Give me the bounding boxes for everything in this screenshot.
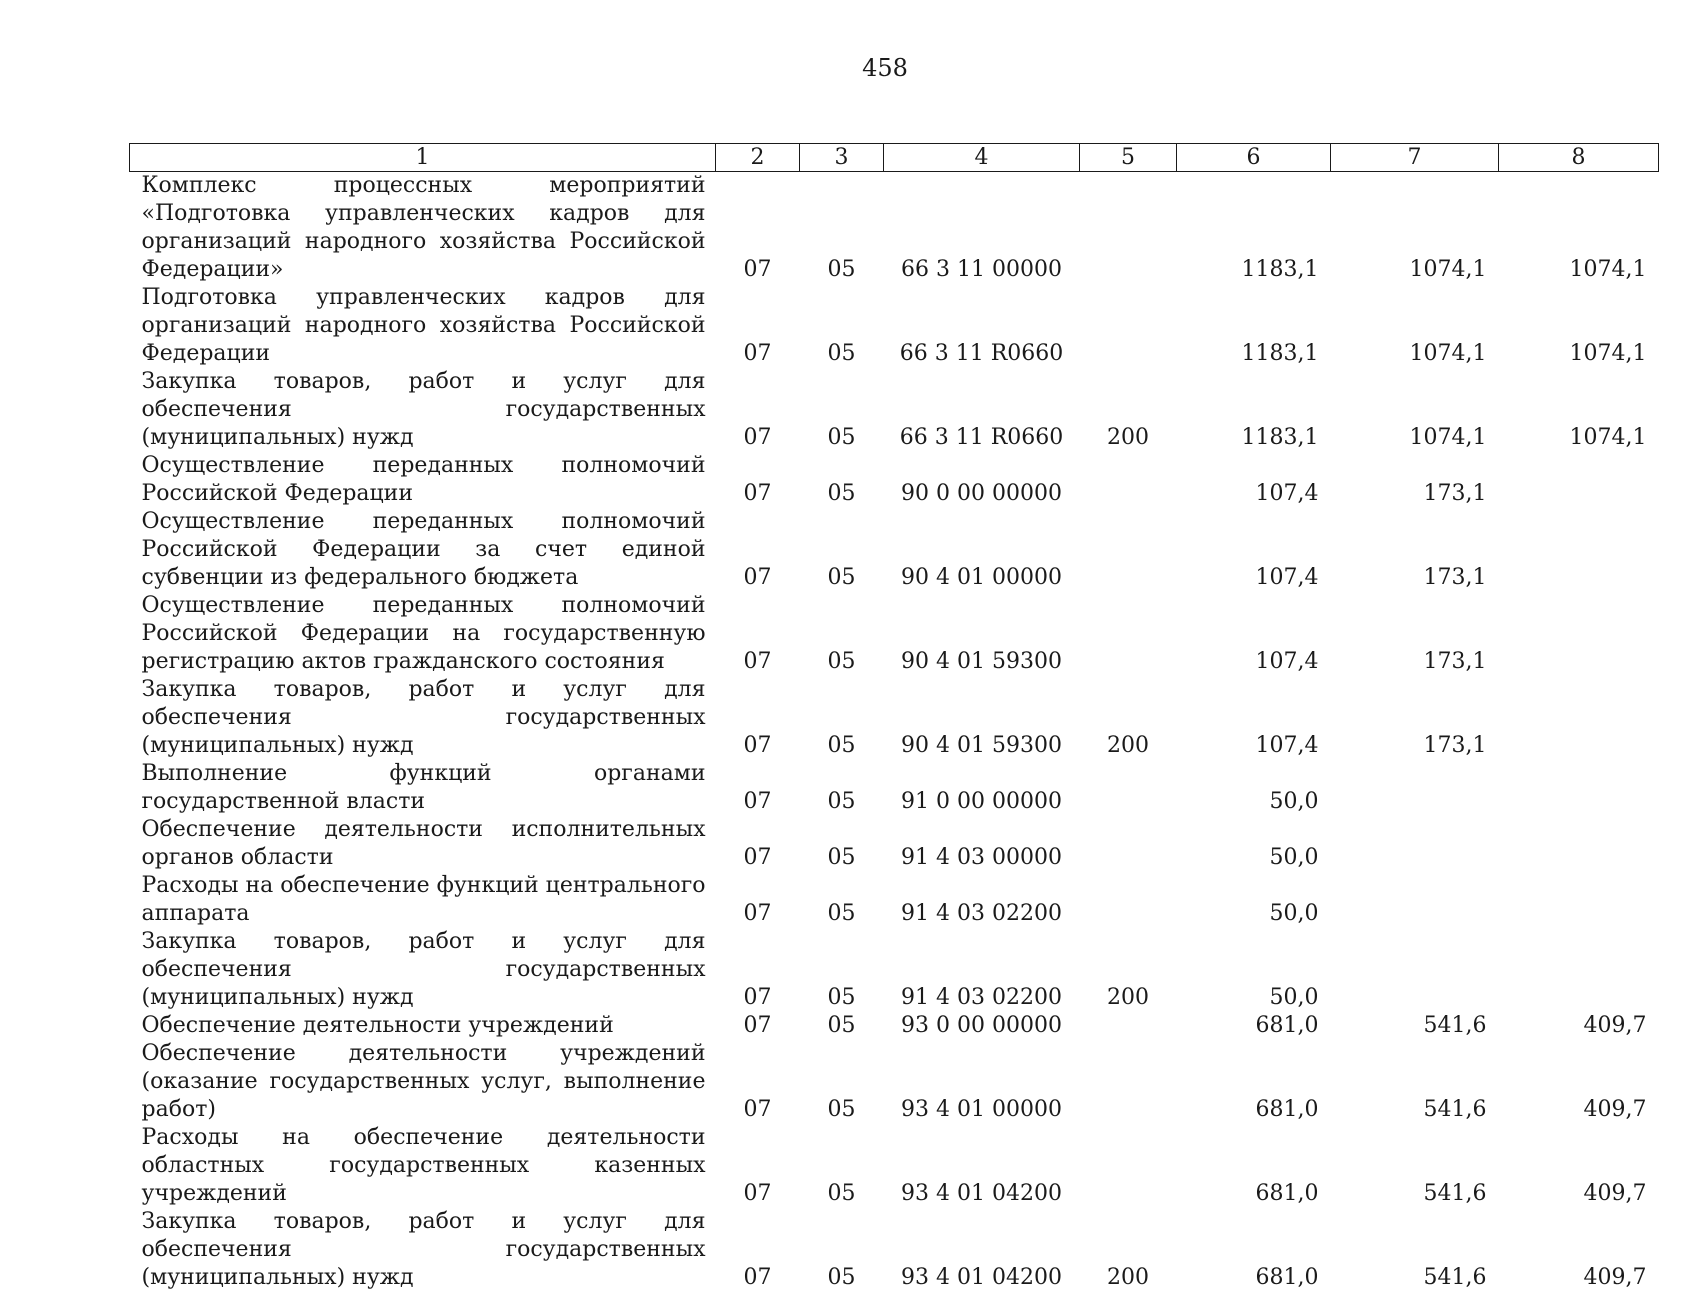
- column-header: 1: [130, 144, 716, 172]
- section-code: 07: [716, 816, 800, 872]
- section-code: 07: [716, 508, 800, 592]
- amount-col-7: [1331, 928, 1499, 1012]
- row-description: Выполнение функций органами государственной власти: [130, 760, 716, 816]
- subsection-code: 05: [800, 452, 884, 508]
- amount-col-6: 50,0: [1177, 872, 1331, 928]
- amount-col-8: [1499, 816, 1659, 872]
- table-body: [130, 172, 1659, 1292]
- table-row: [130, 676, 1659, 760]
- subsection-code: 05: [800, 676, 884, 760]
- amount-col-7: [1331, 760, 1499, 816]
- amount-col-7: 541,6: [1331, 1012, 1499, 1040]
- expense-type-code: [1080, 872, 1177, 928]
- column-header: 8: [1499, 144, 1659, 172]
- subsection-code: 05: [800, 1040, 884, 1124]
- target-item-code: 66 3 11 00000: [884, 172, 1080, 285]
- amount-col-7: 173,1: [1331, 592, 1499, 676]
- amount-col-6: 107,4: [1177, 452, 1331, 508]
- amount-col-7: 541,6: [1331, 1124, 1499, 1208]
- amount-col-7: 1074,1: [1331, 284, 1499, 368]
- table-row: [130, 508, 1659, 592]
- amount-col-6: 50,0: [1177, 760, 1331, 816]
- amount-col-6: 50,0: [1177, 816, 1331, 872]
- column-header: 3: [800, 144, 884, 172]
- expense-type-code: [1080, 508, 1177, 592]
- table-row: [130, 928, 1659, 1012]
- amount-col-7: 173,1: [1331, 676, 1499, 760]
- amount-col-6: 681,0: [1177, 1012, 1331, 1040]
- amount-col-6: 1183,1: [1177, 284, 1331, 368]
- amount-col-8: [1499, 760, 1659, 816]
- section-code: 07: [716, 1208, 800, 1292]
- amount-col-8: 409,7: [1499, 1040, 1659, 1124]
- row-description: Комплекс процессных мероприятий «Подготовка управленческих кадров для организаций народного хозяйства Российской Федерации»: [130, 172, 716, 285]
- amount-col-8: 1074,1: [1499, 172, 1659, 285]
- expense-type-code: [1080, 592, 1177, 676]
- section-code: 07: [716, 760, 800, 816]
- row-description: Закупка товаров, работ и услуг для обеспечения государственных (муниципальных) нужд: [130, 1208, 716, 1292]
- expense-type-code: [1080, 172, 1177, 285]
- expense-type-code: 200: [1080, 928, 1177, 1012]
- subsection-code: 05: [800, 284, 884, 368]
- target-item-code: 90 0 00 00000: [884, 452, 1080, 508]
- table-row: [130, 592, 1659, 676]
- table-row: [130, 1124, 1659, 1208]
- target-item-code: 90 4 01 59300: [884, 592, 1080, 676]
- expense-type-code: 200: [1080, 1208, 1177, 1292]
- target-item-code: 91 4 03 02200: [884, 872, 1080, 928]
- row-description: Осуществление переданных полномочий Российской Федерации: [130, 452, 716, 508]
- row-description: Осуществление переданных полномочий Российской Федерации на государственную регистрацию актов гражданского состояния: [130, 592, 716, 676]
- subsection-code: 05: [800, 1208, 884, 1292]
- row-description: Обеспечение деятельности учреждений: [130, 1012, 716, 1040]
- column-header: 6: [1177, 144, 1331, 172]
- amount-col-6: 107,4: [1177, 676, 1331, 760]
- section-code: 07: [716, 284, 800, 368]
- table-row: [130, 1012, 1659, 1040]
- section-code: 07: [716, 172, 800, 285]
- amount-col-8: [1499, 452, 1659, 508]
- subsection-code: 05: [800, 592, 884, 676]
- section-code: 07: [716, 928, 800, 1012]
- expense-type-code: [1080, 816, 1177, 872]
- amount-col-6: 1183,1: [1177, 368, 1331, 452]
- section-code: 07: [716, 1124, 800, 1208]
- expense-type-code: 200: [1080, 368, 1177, 452]
- budget-table: [129, 143, 1659, 1292]
- subsection-code: 05: [800, 172, 884, 285]
- target-item-code: 93 0 00 00000: [884, 1012, 1080, 1040]
- expense-type-code: [1080, 284, 1177, 368]
- amount-col-7: [1331, 816, 1499, 872]
- subsection-code: 05: [800, 872, 884, 928]
- amount-col-7: 1074,1: [1331, 368, 1499, 452]
- expense-type-code: [1080, 1040, 1177, 1124]
- target-item-code: 66 3 11 R0660: [884, 368, 1080, 452]
- table-row: [130, 172, 1659, 285]
- amount-col-6: 50,0: [1177, 928, 1331, 1012]
- row-description: Закупка товаров, работ и услуг для обеспечения государственных (муниципальных) нужд: [130, 676, 716, 760]
- expense-type-code: 200: [1080, 676, 1177, 760]
- row-description: Обеспечение деятельности исполнительных органов области: [130, 816, 716, 872]
- amount-col-8: [1499, 928, 1659, 1012]
- target-item-code: 90 4 01 59300: [884, 676, 1080, 760]
- section-code: 07: [716, 872, 800, 928]
- expense-type-code: [1080, 760, 1177, 816]
- subsection-code: 05: [800, 928, 884, 1012]
- section-code: 07: [716, 1040, 800, 1124]
- section-code: 07: [716, 368, 800, 452]
- expense-type-code: [1080, 452, 1177, 508]
- amount-col-8: 409,7: [1499, 1124, 1659, 1208]
- expense-type-code: [1080, 1012, 1177, 1040]
- section-code: 07: [716, 592, 800, 676]
- subsection-code: 05: [800, 760, 884, 816]
- table-row: [130, 284, 1659, 368]
- amount-col-7: [1331, 872, 1499, 928]
- amount-col-6: 681,0: [1177, 1040, 1331, 1124]
- section-code: 07: [716, 1012, 800, 1040]
- row-description: Осуществление переданных полномочий Российской Федерации за счет единой субвенции из федерального бюджета: [130, 508, 716, 592]
- table-row: [130, 368, 1659, 452]
- subsection-code: 05: [800, 1124, 884, 1208]
- column-header: 4: [884, 144, 1080, 172]
- amount-col-6: 107,4: [1177, 508, 1331, 592]
- amount-col-6: 681,0: [1177, 1208, 1331, 1292]
- target-item-code: 93 4 01 00000: [884, 1040, 1080, 1124]
- row-description: Закупка товаров, работ и услуг для обеспечения государственных (муниципальных) нужд: [130, 928, 716, 1012]
- amount-col-8: 1074,1: [1499, 368, 1659, 452]
- amount-col-6: 681,0: [1177, 1124, 1331, 1208]
- amount-col-8: [1499, 592, 1659, 676]
- page-number: 458: [0, 54, 1697, 82]
- amount-col-7: 173,1: [1331, 508, 1499, 592]
- amount-col-7: 541,6: [1331, 1040, 1499, 1124]
- row-description: Закупка товаров, работ и услуг для обеспечения государственных (муниципальных) нужд: [130, 368, 716, 452]
- amount-col-8: 409,7: [1499, 1012, 1659, 1040]
- row-description: Подготовка управленческих кадров для организаций народного хозяйства Российской Федерации: [130, 284, 716, 368]
- amount-col-8: [1499, 676, 1659, 760]
- target-item-code: 91 0 00 00000: [884, 760, 1080, 816]
- table-row: [130, 452, 1659, 508]
- column-header: 5: [1080, 144, 1177, 172]
- amount-col-6: 1183,1: [1177, 172, 1331, 285]
- table-row: [130, 1040, 1659, 1124]
- table-row: [130, 1208, 1659, 1292]
- subsection-code: 05: [800, 368, 884, 452]
- row-description: Расходы на обеспечение функций центрального аппарата: [130, 872, 716, 928]
- target-item-code: 66 3 11 R0660: [884, 284, 1080, 368]
- table-row: [130, 816, 1659, 872]
- expense-type-code: [1080, 1124, 1177, 1208]
- amount-col-7: 1074,1: [1331, 172, 1499, 285]
- target-item-code: 93 4 01 04200: [884, 1208, 1080, 1292]
- amount-col-6: 107,4: [1177, 592, 1331, 676]
- row-description: Расходы на обеспечение деятельности областных государственных казенных учреждений: [130, 1124, 716, 1208]
- subsection-code: 05: [800, 1012, 884, 1040]
- row-description: Обеспечение деятельности учреждений (оказание государственных услуг, выполнение работ): [130, 1040, 716, 1124]
- column-header: 7: [1331, 144, 1499, 172]
- target-item-code: 91 4 03 02200: [884, 928, 1080, 1012]
- table-row: [130, 760, 1659, 816]
- section-code: 07: [716, 452, 800, 508]
- target-item-code: 90 4 01 00000: [884, 508, 1080, 592]
- header-row: [130, 144, 1659, 172]
- section-code: 07: [716, 676, 800, 760]
- amount-col-8: [1499, 872, 1659, 928]
- amount-col-7: 173,1: [1331, 452, 1499, 508]
- column-header: 2: [716, 144, 800, 172]
- table-row: [130, 872, 1659, 928]
- target-item-code: 91 4 03 00000: [884, 816, 1080, 872]
- subsection-code: 05: [800, 816, 884, 872]
- amount-col-8: 1074,1: [1499, 284, 1659, 368]
- subsection-code: 05: [800, 508, 884, 592]
- amount-col-8: 409,7: [1499, 1208, 1659, 1292]
- target-item-code: 93 4 01 04200: [884, 1124, 1080, 1208]
- amount-col-8: [1499, 508, 1659, 592]
- amount-col-7: 541,6: [1331, 1208, 1499, 1292]
